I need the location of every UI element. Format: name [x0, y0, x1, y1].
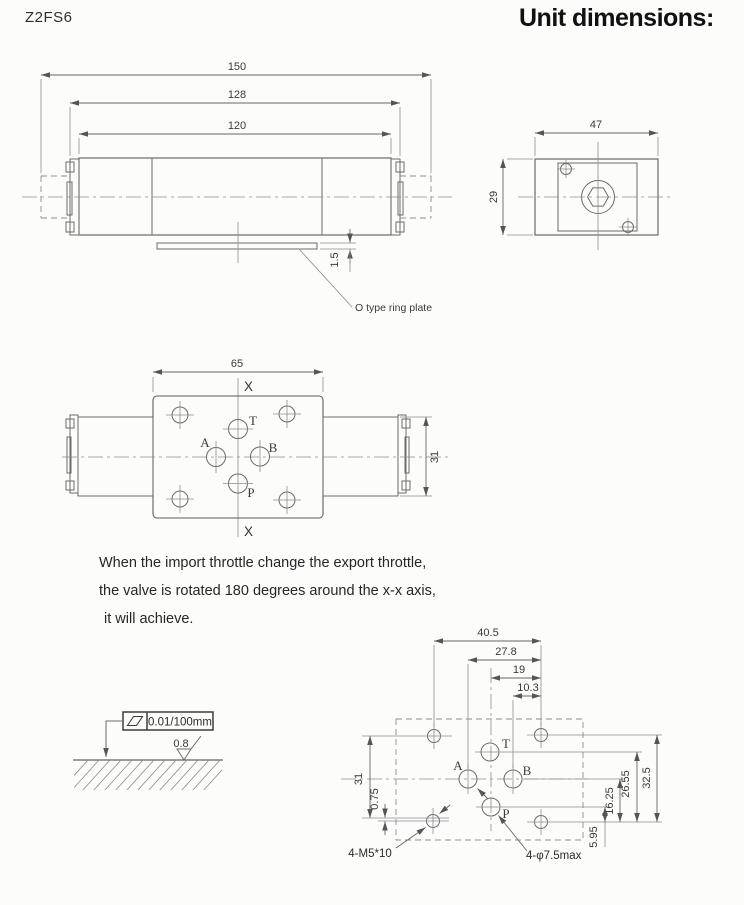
port-holes-callout: 4-φ7.5max — [526, 850, 582, 862]
flatness-tolerance: 0.01/100mm — [148, 716, 212, 729]
mount-hole-top-right — [527, 722, 662, 748]
dim-31-top-view: 31 — [429, 450, 441, 464]
dim-5-95: 5.95 — [588, 826, 600, 848]
oring-plate-label: O type ring plate — [355, 302, 433, 314]
dim-128: 128 — [227, 89, 247, 101]
bolt-hole-bottom-left — [166, 485, 194, 513]
end-view — [488, 119, 672, 250]
dim-0-75: 0.75 — [369, 788, 381, 810]
bolt-hole-top-left — [166, 401, 194, 429]
right-arm — [323, 417, 398, 496]
dim-16-25: 16.25 — [604, 787, 616, 815]
dim-10-3: 10.3 — [517, 682, 539, 694]
dim-26-55: 26.55 — [620, 770, 632, 798]
roughness-symbol — [177, 749, 191, 760]
surface-hatching — [60, 760, 231, 791]
surface-detail — [60, 712, 231, 791]
axis-label-bottom: X — [244, 524, 254, 539]
bolt-holes-callout: 4-M5*10 — [348, 848, 392, 860]
bolt-hole-bottom-right — [273, 486, 301, 514]
mount-port-a-label: A — [453, 758, 463, 773]
model-code: Z2FS6 — [25, 9, 73, 26]
valve-body-outline — [79, 158, 391, 235]
oring-plate — [157, 243, 317, 249]
mount-port-t — [475, 743, 642, 761]
dim-65: 65 — [230, 358, 244, 370]
flatness-symbol — [128, 717, 143, 726]
mount-port-b-label: B — [522, 763, 532, 778]
dim-31-mounting: 31 — [353, 772, 365, 786]
port-t-label: T — [249, 413, 257, 428]
axis-label-top: X — [244, 379, 254, 394]
dim-32-5: 32.5 — [641, 767, 653, 789]
mount-port-t-label: T — [502, 736, 510, 751]
mounting-pattern-view — [341, 627, 662, 862]
mount-port-p-label: P — [502, 806, 510, 821]
side-view — [22, 61, 452, 314]
top-view — [62, 358, 450, 539]
dim-29: 29 — [488, 190, 500, 204]
note-line-1: When the import throttle change the export throttle, — [99, 555, 427, 571]
mount-hole-bottom-left — [378, 808, 449, 834]
page-title: Unit dimensions: — [519, 4, 714, 32]
port-a-label: A — [200, 435, 210, 450]
dim-150: 150 — [227, 61, 247, 73]
port-p-label: P — [247, 485, 255, 500]
dim-19: 19 — [512, 664, 526, 676]
dim-120: 120 — [227, 120, 247, 132]
dim-47: 47 — [589, 119, 603, 131]
port-b-label: B — [268, 440, 278, 455]
roughness-value: 0.8 — [173, 738, 189, 750]
bolt-hole-top-right — [273, 400, 301, 428]
dim-1-5: 1.5 — [329, 252, 341, 268]
dim-27-8: 27.8 — [495, 646, 517, 658]
note-line-3: it will achieve. — [104, 611, 194, 627]
left-arm — [78, 417, 153, 496]
mount-port-p — [476, 798, 610, 816]
mount-hole-top-left — [362, 723, 452, 749]
note-line-2: the valve is rotated 180 degrees around the x-x axis, — [99, 583, 436, 599]
port-b — [251, 440, 270, 472]
dim-40-5: 40.5 — [477, 627, 499, 639]
